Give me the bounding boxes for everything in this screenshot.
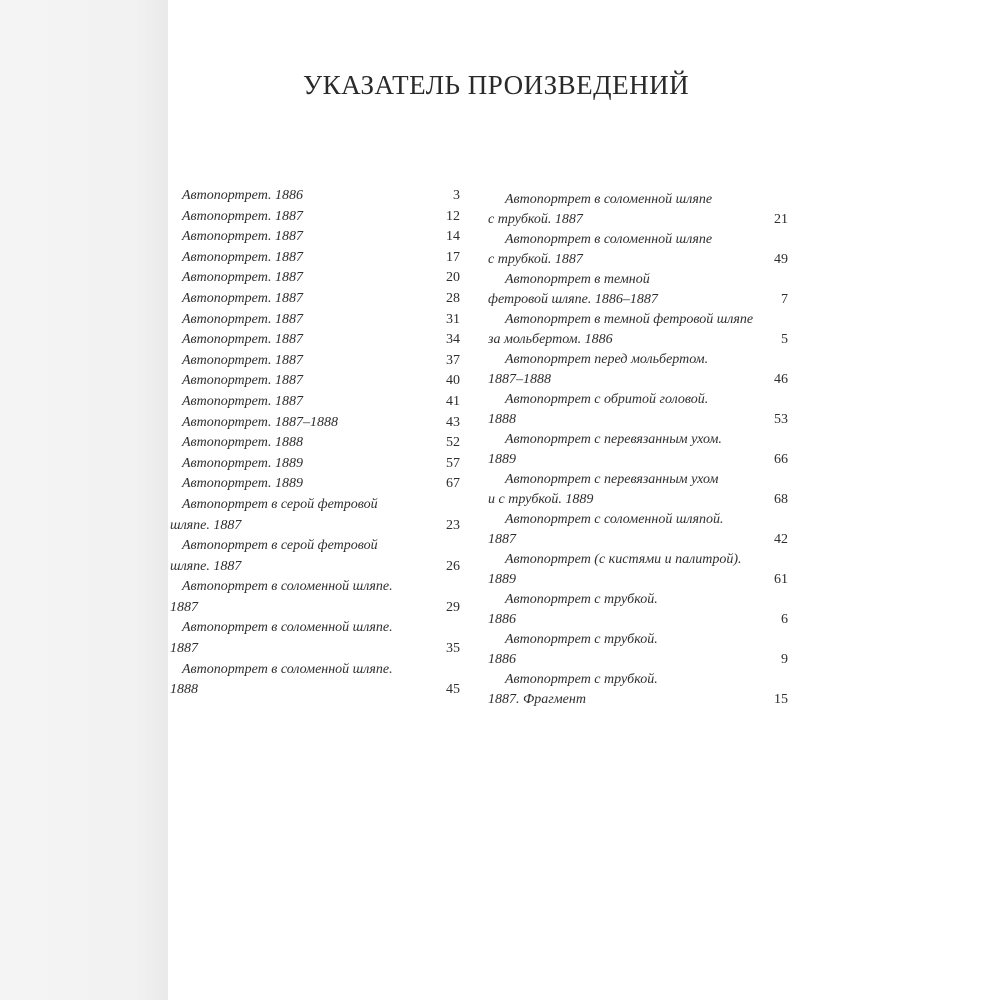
entry-title-continuation: 1887–1888 [488, 372, 551, 387]
entry-title: Автопортрет с обритой головой. [505, 392, 709, 407]
index-entry [170, 433, 460, 454]
index-entry [170, 577, 460, 618]
entry-page-number: 57 [446, 455, 460, 471]
entry-title: Автопортрет. 1888 [182, 435, 303, 451]
entry-page-number: 28 [446, 290, 460, 306]
index-column-left [170, 186, 460, 701]
entry-title: Автопортрет с перевязанным ухом [505, 472, 719, 487]
entry-title-continuation: с трубкой. 1887 [488, 252, 583, 267]
index-entry [170, 618, 460, 659]
entry-page-number: 29 [446, 599, 460, 615]
index-entry [488, 350, 788, 390]
index-entry [488, 310, 788, 350]
index-entry [170, 474, 460, 495]
entry-title-continuation: 1889 [488, 572, 516, 587]
index-column-right [488, 190, 788, 710]
entry-title-continuation: 1887 [170, 599, 198, 615]
index-entry [170, 351, 460, 372]
index-entry [488, 470, 788, 510]
entry-title-continuation: фетровой шляпе. 1886–1887 [488, 292, 658, 307]
index-entry [170, 310, 460, 331]
entry-page-number: 46 [774, 372, 788, 387]
index-entry [170, 227, 460, 248]
entry-title-continuation: шляпе. 1887 [170, 558, 242, 574]
entry-page-number: 45 [446, 682, 460, 698]
entry-page-number: 34 [446, 332, 460, 348]
index-entry [170, 454, 460, 475]
entry-page-number: 23 [446, 517, 460, 533]
entry-page-number: 53 [774, 412, 788, 427]
entry-title: Автопортрет. 1887 [182, 208, 303, 224]
index-entry [488, 230, 788, 270]
entry-title: Автопортрет. 1889 [182, 455, 303, 471]
entry-title-continuation: 1887. Фрагмент [488, 692, 586, 707]
entry-title: Автопортрет в соломенной шляпе [505, 192, 713, 207]
entry-page-number: 26 [446, 558, 460, 574]
entry-page-number: 12 [446, 208, 460, 224]
entry-title-continuation: 1887 [488, 532, 516, 547]
index-entry [170, 660, 460, 701]
entry-page-number: 35 [446, 641, 460, 657]
entry-page-number: 5 [781, 332, 788, 347]
entry-page-number: 20 [446, 270, 460, 286]
entry-page-number: 67 [446, 476, 460, 492]
entry-page-number: 37 [446, 352, 460, 368]
entry-title: Автопортрет. 1887 [182, 311, 303, 327]
entry-title: Автопортрет. 1889 [182, 476, 303, 492]
book-spine-gutter [0, 0, 168, 1000]
index-entry [488, 270, 788, 310]
entry-title: Автопортрет в темной фетровой шляпе [505, 312, 754, 327]
entry-page-number: 9 [781, 652, 788, 667]
index-entry [488, 630, 788, 670]
entry-title: Автопортрет. 1887 [182, 249, 303, 265]
entry-title: Автопортрет с трубкой. [505, 592, 658, 607]
entry-page-number: 52 [446, 435, 460, 451]
entry-title-continuation: 1889 [488, 452, 516, 467]
entry-page-number: 42 [774, 532, 788, 547]
index-entry [170, 268, 460, 289]
entry-title-continuation: за мольбертом. 1886 [488, 332, 613, 347]
entry-page-number: 15 [774, 692, 788, 707]
entry-title: Автопортрет с трубкой. [505, 632, 658, 647]
index-entry [488, 670, 788, 710]
index-entry [488, 430, 788, 470]
entry-title-continuation: 1887 [170, 641, 198, 657]
entry-page-number: 68 [774, 492, 788, 507]
entry-page-number: 6 [781, 612, 788, 627]
entry-title: Автопортрет в соломенной шляпе. [182, 661, 393, 677]
entry-title: Автопортрет в соломенной шляпе. [182, 620, 393, 636]
entry-page-number: 17 [446, 249, 460, 265]
entry-title: Автопортрет в серой фетровой [182, 538, 378, 554]
entry-title: Автопортрет в серой фетровой [182, 496, 378, 512]
index-entry [488, 510, 788, 550]
entry-page-number: 7 [781, 292, 788, 307]
index-entry [170, 413, 460, 434]
entry-page-number: 14 [446, 229, 460, 245]
entry-title: Автопортрет с соломенной шляпой. [505, 512, 724, 527]
index-entry [170, 207, 460, 228]
index-entry [488, 190, 788, 230]
entry-title: Автопортрет перед мольбертом. [505, 352, 709, 367]
entry-page-number: 41 [446, 393, 460, 409]
index-entry [170, 392, 460, 413]
entry-title: Автопортрет с перевязанным ухом. [505, 432, 722, 447]
entry-page-number: 40 [446, 373, 460, 389]
entry-page-number: 3 [453, 188, 460, 203]
entry-title-continuation: шляпе. 1887 [170, 517, 242, 533]
index-entry [170, 536, 460, 577]
entry-title-continuation: 1888 [170, 682, 198, 698]
index-entry [170, 186, 460, 207]
index-entry [170, 495, 460, 536]
entry-title-continuation: и с трубкой. 1889 [488, 492, 594, 507]
entry-title: Автопортрет в соломенной шляпе [505, 232, 713, 247]
index-entry [170, 330, 460, 351]
entry-page-number: 49 [774, 252, 788, 267]
index-entry [170, 371, 460, 392]
index-entry [488, 550, 788, 590]
index-entry [488, 390, 788, 430]
entry-title: Автопортрет (с кистями и палитрой). [505, 552, 742, 567]
entry-title: Автопортрет. 1887 [182, 373, 303, 389]
entry-page-number: 43 [446, 414, 460, 430]
entry-title: Автопортрет. 1887 [182, 290, 303, 306]
index-entry [488, 590, 788, 630]
index-entry [170, 248, 460, 269]
entry-title: Автопортрет. 1886 [182, 188, 303, 203]
entry-title: Автопортрет в темной [505, 272, 650, 287]
entry-title: Автопортрет. 1887 [182, 229, 303, 245]
entry-page-number: 61 [774, 572, 788, 587]
entry-title-continuation: 1886 [488, 652, 516, 667]
entry-title-continuation: 1888 [488, 412, 516, 427]
entry-page-number: 21 [774, 212, 788, 227]
entry-title: Автопортрет. 1887 [182, 352, 303, 368]
page-title: УКАЗАТЕЛЬ ПРОИЗВЕДЕНИЙ [303, 70, 690, 100]
entry-title: Автопортрет с трубкой. [505, 672, 658, 687]
entry-page-number: 31 [446, 311, 460, 327]
entry-title-continuation: с трубкой. 1887 [488, 212, 583, 227]
entry-title: Автопортрет. 1887 [182, 393, 303, 409]
entry-title-continuation: 1886 [488, 612, 516, 627]
entry-page-number: 66 [774, 452, 788, 467]
entry-title: Автопортрет в соломенной шляпе. [182, 579, 393, 595]
entry-title: Автопортрет. 1887–1888 [182, 414, 338, 430]
entry-title: Автопортрет. 1887 [182, 332, 303, 348]
index-entry [170, 289, 460, 310]
entry-title: Автопортрет. 1887 [182, 270, 303, 286]
